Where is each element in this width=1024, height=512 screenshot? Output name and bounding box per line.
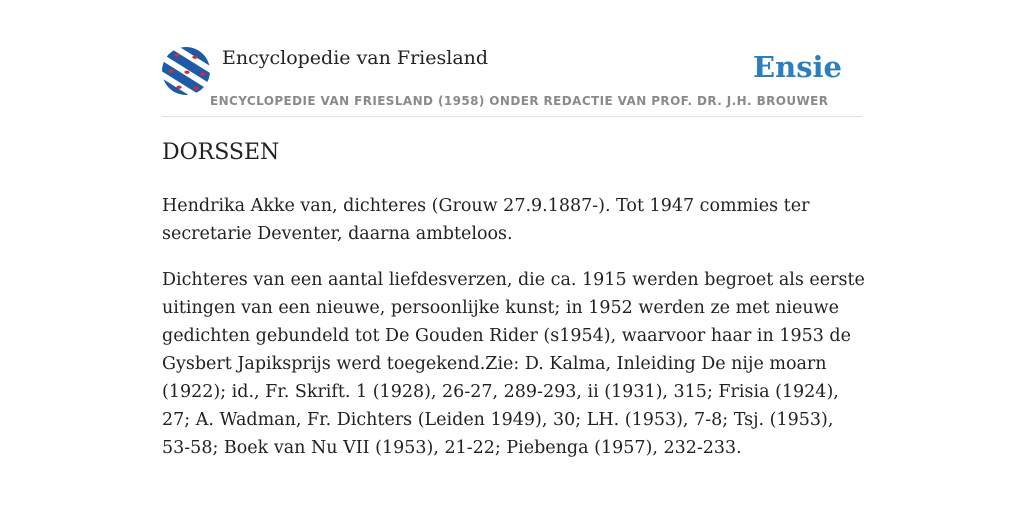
site-title[interactable]: Encyclopedie van Friesland <box>222 47 489 69</box>
entry-paragraph: Hendrika Akke van, dichteres (Grouw 27.9.1887-). Tot 1947 commies ter secretarie Deventer, daarna ambteloos. <box>162 196 810 244</box>
entry-body <box>162 192 866 480</box>
brand-logo-link[interactable]: Ensie <box>753 50 842 84</box>
friesland-flag-icon[interactable] <box>162 47 210 95</box>
site-header <box>162 44 862 117</box>
entry-title: DORSSEN <box>162 140 280 165</box>
site-subtitle: ENCYCLOPEDIE VAN FRIESLAND (1958) ONDER REDACTIE VAN PROF. DR. J.H. BROUWER <box>210 94 829 108</box>
entry-paragraph: Dichteres van een aantal liefdesverzen, die ca. 1915 werden begroet als eerste uitingen van een nieuwe, persoonlijke kunst; in 1952 werden ze met nieuwe gedichten gebundeld tot De Gouden Rider (s1954), waarvoor haar in 1953 de Gysbert Japiksprijs werd toegekend.Zie: D. Kalma, Inleiding De nije moarn (1922); id., Fr. Skrift. 1 (1928), 26-27, 289-293, ii (1931), 315; Frisia (1924), 27; A. Wadman, Fr. Dichters (Leiden 1949), 30; LH. (1953), 7-8; Tsj. (1953), 53-58; Boek van Nu VII (1953), 21-22; Piebenga (1957), 232-233. <box>162 270 865 458</box>
